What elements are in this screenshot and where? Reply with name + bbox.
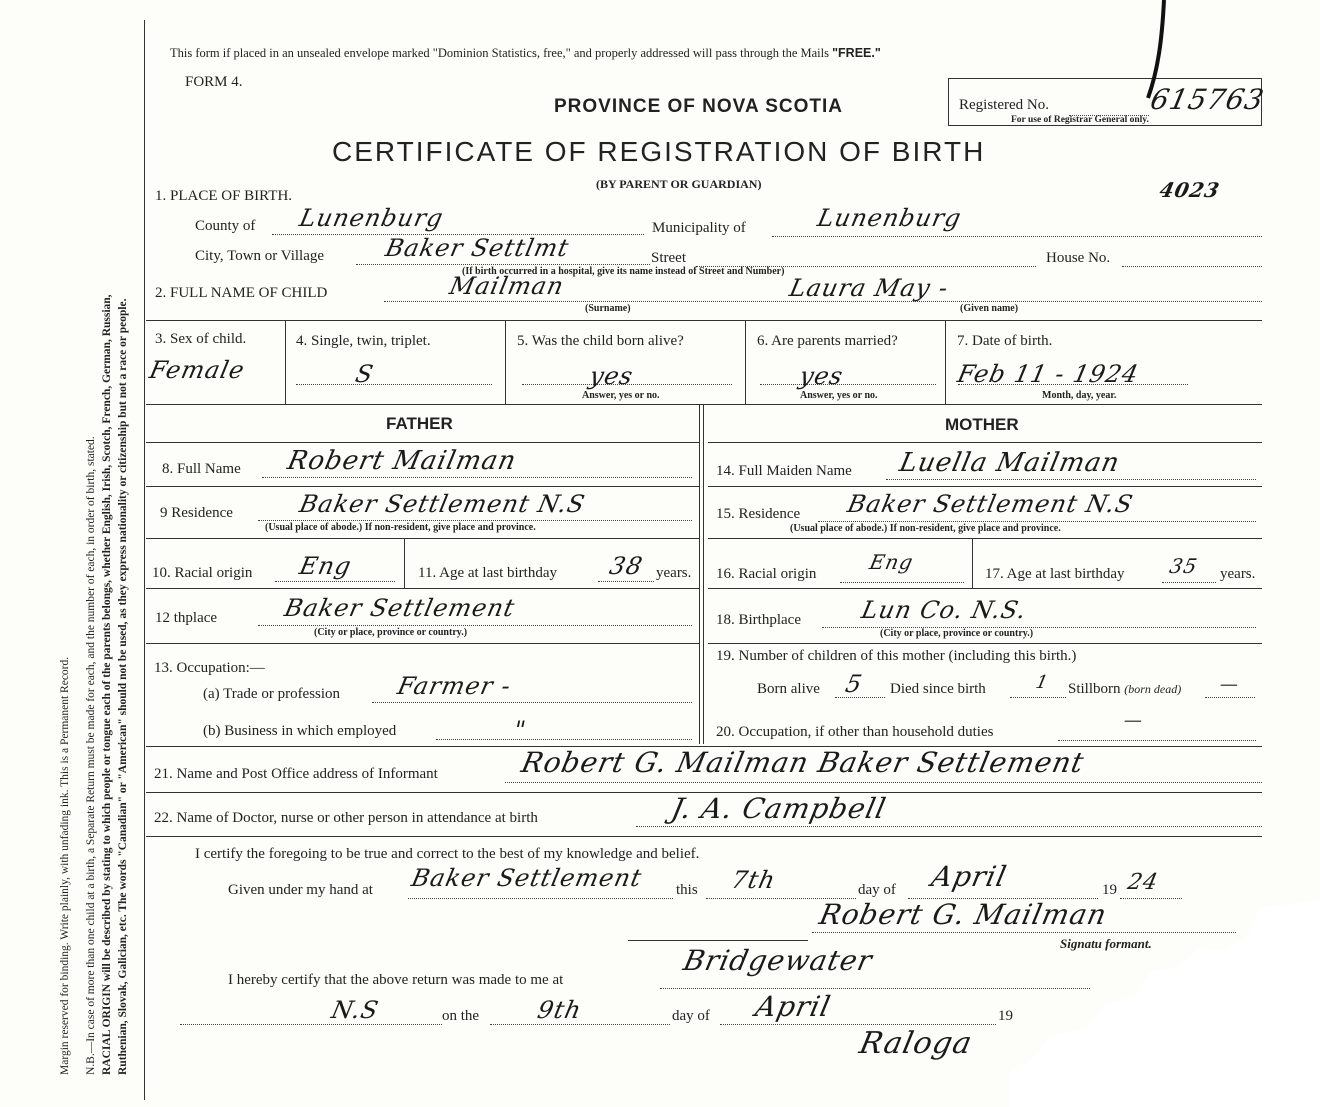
father-birthplace-label: 12 thplace xyxy=(155,610,218,626)
dob-label: 7. Date of birth. xyxy=(957,333,1053,349)
mail-notice-text: This form if placed in an unsealed envelope marked "Dominion Statistics, free," and properly addressed will pass through the Mails xyxy=(170,46,829,60)
mail-notice-free: "FREE." xyxy=(832,46,881,60)
stillborn-value: — xyxy=(1217,674,1242,695)
doctor-label: 22. Name of Doctor, nurse or other person in attendance at birth xyxy=(154,810,538,826)
hospital-note: (If birth occurred in a hospital, give its name instead of Street and Number) xyxy=(462,266,785,277)
sex-label: 3. Sex of child. xyxy=(155,331,247,347)
mother-residence-value: Baker Settlement N.S xyxy=(845,490,1136,518)
father-name-value: Robert Mailman xyxy=(284,446,520,476)
registrar-year-prefix: 19 xyxy=(998,1008,1013,1024)
mother-racial-label: 16. Racial origin xyxy=(716,566,817,582)
children-count-label: 19. Number of children of this mother (including this birth.) xyxy=(716,648,1077,664)
father-years-label: years. xyxy=(656,565,692,581)
registered-number-box xyxy=(948,78,1268,126)
died-since-birth-value: 1 xyxy=(1033,672,1051,693)
municipality-label: Municipality of xyxy=(652,220,746,236)
sex-value: Female xyxy=(147,356,248,384)
father-birthplace-caption: (City or place, province or country.) xyxy=(314,627,468,638)
child-name-label: 2. FULL NAME OF CHILD xyxy=(155,285,328,301)
corner-mark: 4023 xyxy=(1157,178,1223,202)
plurality-value: S xyxy=(353,360,377,388)
place-of-birth-heading: 1. PLACE OF BIRTH. xyxy=(155,188,293,204)
father-racial-label: 10. Racial origin xyxy=(152,565,253,581)
city-label: City, Town or Village xyxy=(195,248,325,264)
father-residence-label: 9 Residence xyxy=(160,505,233,521)
father-racial-value: Eng xyxy=(297,552,355,580)
registrar-day-of-label: day of xyxy=(672,1008,710,1024)
margin-note-4: Ruthenian, Slovak, Galician, etc. The words "Canadian" or "American" should not be used, as they express nationality or citizenship but not a race or people. xyxy=(117,298,129,1075)
given-month-value: April xyxy=(928,860,1010,893)
province-heading: PROVINCE OF NOVA SCOTIA xyxy=(554,96,844,117)
business-label: (b) Business in which employed xyxy=(203,723,397,739)
father-name-label: 8. Full Name xyxy=(162,461,241,477)
stillborn-label xyxy=(1068,681,1181,698)
county-label: County of xyxy=(195,218,256,234)
father-birthplace-value: Baker Settlement xyxy=(282,594,518,622)
given-day-value: 7th xyxy=(729,866,779,894)
born-alive-value: 5 xyxy=(843,670,866,698)
registrar-note: For use of Registrar General only. xyxy=(1011,115,1149,125)
mother-birthplace-value: Lun Co. N.S. xyxy=(859,596,1030,624)
registrar-day-value: 9th xyxy=(535,996,585,1024)
city-value: Baker Settlmt xyxy=(383,234,572,262)
form-number: FORM 4. xyxy=(185,74,243,90)
margin-note-2: N.B.—In case of more than one child at a birth, a Separate Return must be made for each, and the number of each, in order of birth, stated. xyxy=(85,436,97,1075)
registered-value: 615763 xyxy=(1147,83,1268,116)
registrar-province-value: N.S xyxy=(329,996,382,1024)
mother-residence-label: 15. Residence xyxy=(716,506,801,522)
father-heading: FATHER xyxy=(386,414,453,433)
given-year-prefix: 19 xyxy=(1102,882,1117,898)
municipality-value: Lunenburg xyxy=(815,204,965,232)
mother-years-label: years. xyxy=(1220,566,1256,582)
informant-signature: Robert G. Mailman xyxy=(816,898,1111,931)
trade-value: Farmer - xyxy=(395,672,514,700)
binding-margin xyxy=(0,0,146,1107)
county-value: Lunenburg xyxy=(297,204,447,232)
business-value: " xyxy=(511,716,530,744)
father-age-label: 11. Age at last birthday xyxy=(418,565,557,581)
alive-value: yes xyxy=(587,362,637,390)
given-year-value: 24 xyxy=(1125,870,1161,895)
alive-caption: Answer, yes or no. xyxy=(582,390,660,401)
mother-residence-caption: (Usual place of abode.) If non-resident, give place and province. xyxy=(790,523,1061,534)
father-residence-value: Baker Settlement N.S xyxy=(297,490,588,518)
child-surname-value: Mailman xyxy=(447,272,567,300)
occupation-other-value: — xyxy=(1121,710,1146,731)
doctor-value: J. A. Campbell xyxy=(668,792,890,825)
registered-label: Registered No. xyxy=(959,97,1049,113)
house-number-label: House No. xyxy=(1046,250,1111,266)
trade-label: (a) Trade or profession xyxy=(203,686,341,702)
mother-birthplace-caption: (City or place, province or country.) xyxy=(880,628,1034,639)
father-residence-caption: (Usual place of abode.) If non-resident, give place and province. xyxy=(265,522,536,533)
dob-caption: Month, day, year. xyxy=(1042,390,1117,401)
certify-statement: I certify the foregoing to be true and correct to the best of my knowledge and belief. xyxy=(195,846,700,862)
certificate-title: CERTIFICATE OF REGISTRATION OF BIRTH xyxy=(332,136,986,167)
mother-heading: MOTHER xyxy=(945,415,1019,434)
occupation-heading: 13. Occupation:— xyxy=(154,660,265,676)
mother-age-label: 17. Age at last birthday xyxy=(985,566,1125,582)
died-since-birth-label: Died since birth xyxy=(890,681,986,697)
given-under-label: Given under my hand at xyxy=(228,882,373,898)
dob-value: Feb 11 - 1924 xyxy=(955,360,1142,388)
child-given-value: Laura May - xyxy=(787,274,952,302)
pen-stroke xyxy=(1140,0,1170,100)
torn-corner xyxy=(1010,900,1320,1107)
born-alive-label: Born alive xyxy=(757,681,820,697)
margin-note-3: RACIAL ORIGIN will be described by stating to which people or tongue each of the parents belongs, whether English, Irish, Scotch, French, German, Russian, xyxy=(101,294,113,1075)
given-caption: (Given name) xyxy=(960,303,1019,314)
registrar-month-value: April xyxy=(752,990,834,1023)
margin-border xyxy=(144,20,145,1100)
given-day-of-label: day of xyxy=(858,882,896,898)
alive-label: 5. Was the child born alive? xyxy=(517,333,684,349)
occupation-other-label: 20. Occupation, if other than household duties xyxy=(716,724,994,740)
mother-age-value: 35 xyxy=(1167,554,1201,578)
father-age-value: 38 xyxy=(607,552,646,580)
margin-note-1: Margin reserved for binding. Write plainly, with unfading ink. This is a Permanent Record. xyxy=(59,656,71,1075)
married-label: 6. Are parents married? xyxy=(757,333,898,349)
certificate-subtitle: (BY PARENT OR GUARDIAN) xyxy=(596,177,762,191)
stillborn-note: (born dead) xyxy=(1124,682,1182,696)
on-the-label: on the xyxy=(442,1008,480,1024)
registrar-statement: I hereby certify that the above return was made to me at xyxy=(228,972,564,988)
informant-value: Robert G. Mailman Baker Settlement xyxy=(518,746,1088,779)
registrar-place-value: Bridgewater xyxy=(680,944,876,977)
signature-caption: Signatu formant. xyxy=(1060,936,1152,951)
mother-birthplace-label: 18. Birthplace xyxy=(716,612,801,628)
given-place-value: Baker Settlement xyxy=(409,864,645,892)
informant-label: 21. Name and Post Office address of Informant xyxy=(154,766,438,782)
mother-name-label: 14. Full Maiden Name xyxy=(716,463,852,479)
plurality-label: 4. Single, twin, triplet. xyxy=(296,333,431,349)
mother-name-value: Luella Mailman xyxy=(896,448,1123,478)
married-value: yes xyxy=(797,362,847,390)
registrar-signature: Raloga xyxy=(856,1026,976,1061)
surname-caption: (Surname) xyxy=(585,303,631,314)
married-caption: Answer, yes or no. xyxy=(800,390,878,401)
mother-racial-value: Eng xyxy=(867,550,916,574)
mail-notice xyxy=(170,46,881,61)
this-label: this xyxy=(676,882,698,898)
stillborn-text: Stillborn xyxy=(1068,681,1121,697)
street-label: Street xyxy=(651,250,686,266)
